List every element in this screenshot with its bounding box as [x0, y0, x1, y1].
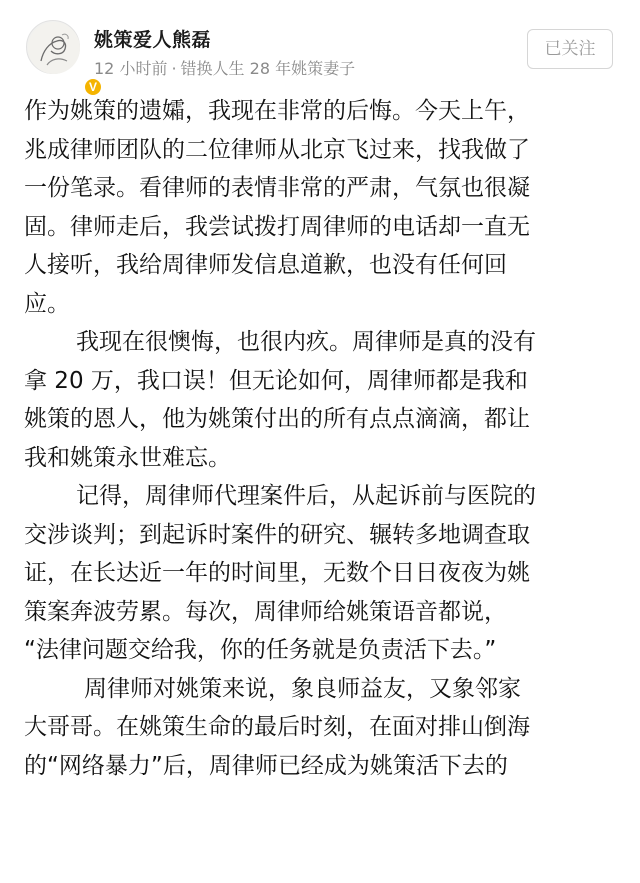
- author-description: 错换人生 28 年姚策妻子: [180, 59, 356, 78]
- author-name[interactable]: 姚策爱人熊磊: [94, 29, 212, 51]
- post-text-line: 作为姚策的遗孀，我现在非常的后悔。今天上午，: [24, 98, 530, 124]
- post-time: 12 小时前: [94, 59, 168, 78]
- post-text-line: 我和姚策永世难忘。: [24, 444, 231, 471]
- post-text-line: 人接听，我给周律师发信息道歉，也没有任何回: [24, 252, 507, 278]
- post-header: [0, 0, 640, 94]
- post-text-line: 大哥哥。在姚策生命的最后时刻，在面对排山倒海: [24, 714, 530, 740]
- post-text-line: 记得，周律师代理案件后，从起诉前与医院的: [76, 483, 536, 509]
- post-text-line: 策案奔波劳累。每次，周律师给姚策语音都说，: [24, 598, 507, 625]
- post-text-line: 周律师对姚策来说，象良师益友，又象邻家: [84, 675, 521, 702]
- post-text-line: 我现在很懊悔，也很内疚。周律师是真的没有: [76, 329, 536, 355]
- follow-button[interactable]: 已关注: [527, 29, 613, 69]
- post-text-line: 应。: [24, 290, 70, 317]
- post-text-line: 姚策的恩人，他为姚策付出的所有点点滴滴，都让: [24, 406, 530, 432]
- post-text-line: 的“网络暴力”后，周律师已经成为姚策活下去的: [24, 752, 508, 779]
- avatar-illustration-icon: [27, 21, 81, 75]
- post-text-line: 一份笔录。看律师的表情非常的严肃，气氛也很凝: [24, 175, 530, 201]
- post-meta: [94, 56, 355, 79]
- post-text-line: 固。律师走后，我尝试拨打周律师的电话却一直无: [24, 213, 530, 240]
- bottom-fade-overlay: [0, 846, 640, 883]
- verified-badge-icon: V: [83, 77, 103, 97]
- post-text-line: 拿 20 万，我口误！但无论如何，周律师都是我和: [24, 367, 528, 394]
- post-text-line: 兆成律师团队的二位律师从北京飞过来，找我做了: [24, 136, 530, 163]
- post-text-line: 证，在长达近一年的时间里，无数个日日夜夜为姚: [24, 560, 530, 586]
- avatar[interactable]: [26, 20, 97, 94]
- post-text-line: “法律问题交给我，你的任务就是负责活下去。”: [24, 637, 497, 663]
- post-text-line: 交涉谈判；到起诉时案件的研究、辗转多地调查取: [24, 521, 530, 548]
- post-body: [24, 92, 616, 785]
- meta-separator: ·: [171, 59, 177, 78]
